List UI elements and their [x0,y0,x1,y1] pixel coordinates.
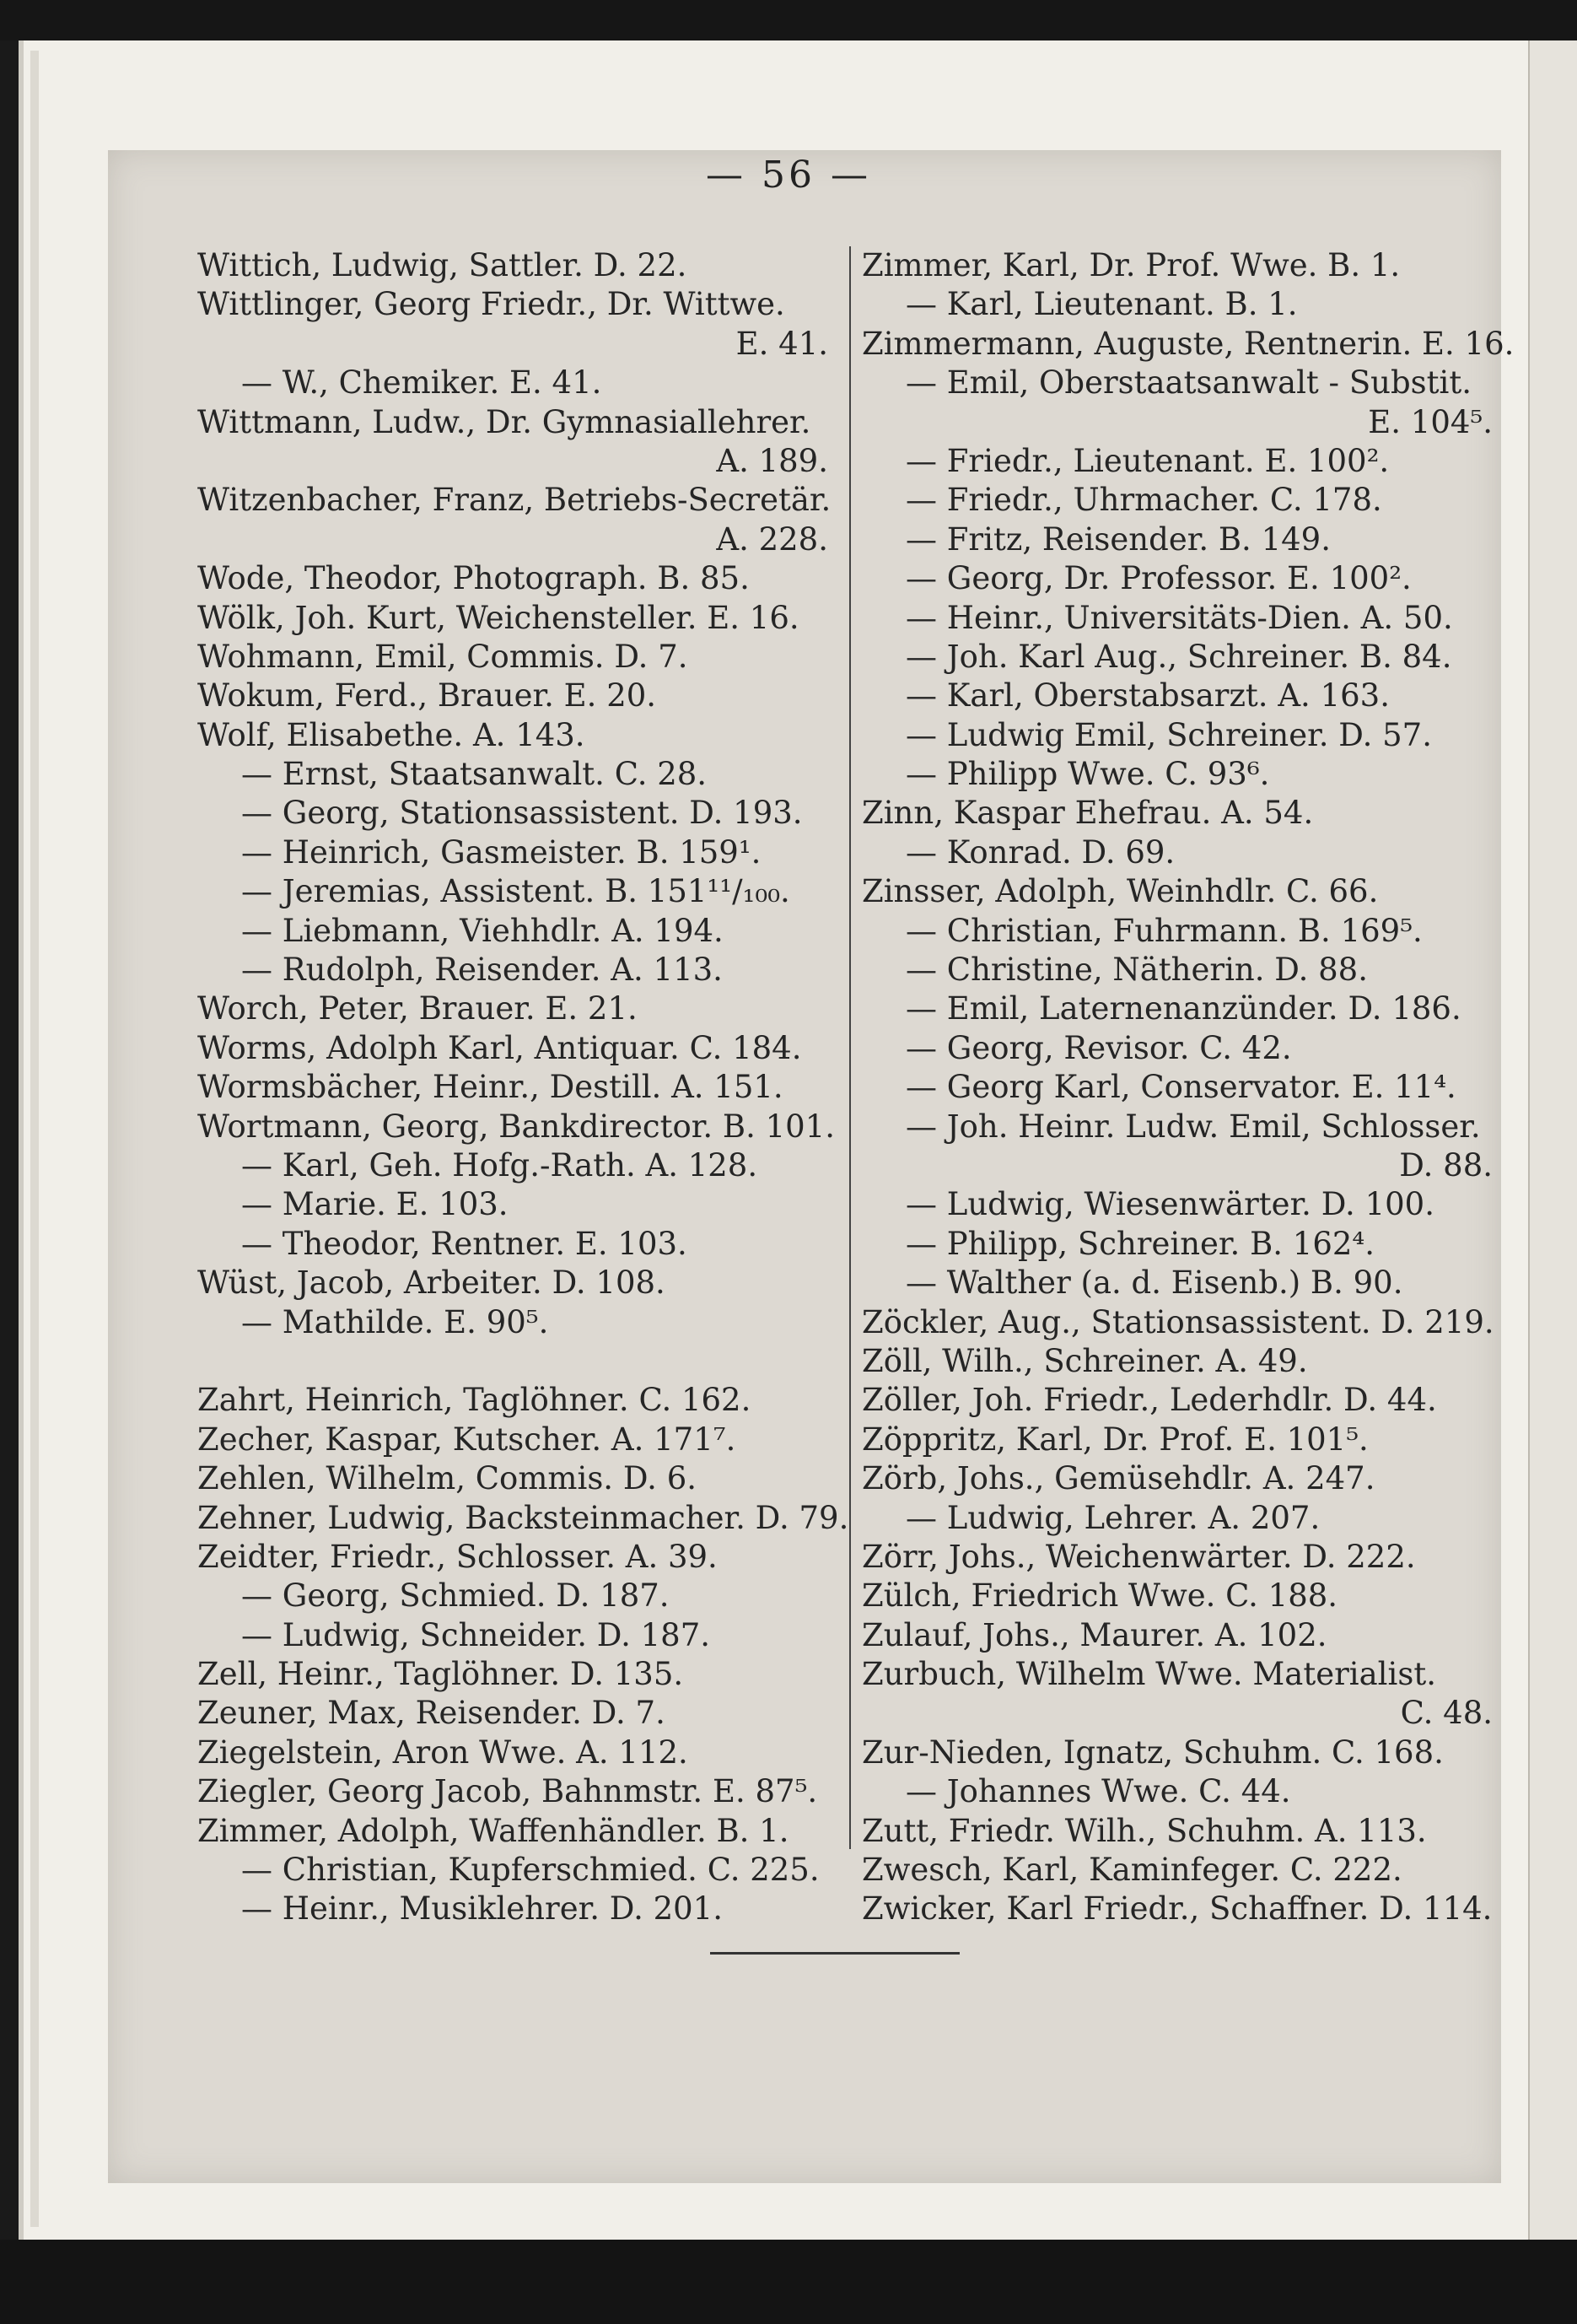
directory-entry: — Heinr., Musiklehrer. D. 201. [241,1890,723,1928]
directory-entry: Zöckler, Aug., Stationsassistent. D. 219. [862,1303,1494,1340]
directory-entry: Zulauf, Johs., Maurer. A. 102. [862,1616,1327,1653]
directory-entry: Zwesch, Karl, Kaminfeger. C. 222. [862,1852,1402,1889]
directory-entry: Wode, Theodor, Photograph. B. 85. [197,560,750,597]
scan-border-bottom [0,2240,1577,2324]
directory-entry: — Philipp Wwe. C. 93⁶. [906,756,1270,793]
directory-entry: Wölk, Joh. Kurt, Weichensteller. E. 16. [197,599,799,636]
directory-entry: Zöppritz, Karl, Dr. Prof. E. 101⁵. [862,1421,1369,1458]
directory-entry: Zörb, Johs., Gemüsehdlr. A. 247. [862,1460,1375,1497]
directory-entry: — Emil, Laternenanzünder. D. 186. [906,990,1461,1027]
directory-entry: — Ludwig, Wiesenwärter. D. 100. [906,1186,1434,1223]
directory-entry: — Christian, Kupferschmied. C. 225. [241,1852,820,1889]
directory-entry: Zülch, Friedrich Wwe. C. 188. [862,1577,1338,1615]
directory-entry: Zöller, Joh. Friedr., Lederhdlr. D. 44. [862,1382,1437,1419]
directory-entry: — Mathilde. E. 90⁵. [241,1303,549,1340]
directory-entry: — Heinrich, Gasmeister. B. 159¹. [241,833,762,871]
directory-entry: Zecher, Kaspar, Kutscher. A. 171⁷. [197,1421,736,1458]
directory-entry: — Karl, Geh. Hofg.-Rath. A. 128. [241,1146,758,1184]
end-rule [710,1952,960,1955]
directory-entry: — Georg, Revisor. C. 42. [906,1029,1292,1066]
directory-entry: Worms, Adolph Karl, Antiquar. C. 184. [197,1029,802,1066]
left-column [197,246,849,1929]
directory-entry: — Liebmann, Viehhdlr. A. 194. [241,912,724,949]
directory-entry: — Ernst, Staatsanwalt. C. 28. [241,756,708,793]
column-divider [849,246,851,1849]
directory-entry: — Konrad. D. 69. [906,833,1176,871]
directory-entry: Zeidter, Friedr., Schlosser. A. 39. [197,1538,718,1575]
directory-entry: — Karl, Lieutenant. B. 1. [906,286,1298,323]
directory-entry: — Georg Karl, Conservator. E. 11⁴. [906,1069,1456,1106]
right-column [862,246,1515,1929]
directory-entry: Ziegler, Georg Jacob, Bahnmstr. E. 87⁵. [197,1773,818,1810]
directory-entry: — Georg, Stationsassistent. D. 193. [241,795,803,832]
book-spine [30,51,39,2227]
directory-entry: — Georg, Dr. Professor. E. 100². [906,560,1412,597]
directory-entry: — Christine, Nätherin. D. 88. [906,952,1368,989]
directory-entry: Wittmann, Ludw., Dr. Gymnasiallehrer. [197,403,811,440]
directory-entry: E. 104⁵. [1368,403,1493,440]
directory-entry: Wokum, Ferd., Brauer. E. 20. [197,677,657,714]
directory-entry: — Ludwig Emil, Schreiner. D. 57. [906,716,1432,753]
directory-entry: Wittich, Ludwig, Sattler. D. 22. [197,247,687,283]
directory-entry: Zöll, Wilh., Schreiner. A. 49. [862,1342,1308,1379]
directory-entry: — W., Chemiker. E. 41. [241,364,602,402]
directory-entry: — Friedr., Lieutenant. E. 100². [906,442,1390,479]
directory-entry: Zutt, Friedr. Wilh., Schuhm. A. 113. [862,1812,1427,1849]
directory-entry: Zur-Nieden, Ignatz, Schuhm. C. 168. [862,1734,1444,1771]
directory-entry: Zell, Heinr., Taglöhner. D. 135. [197,1656,684,1693]
directory-entry: Zwicker, Karl Friedr., Schaffner. D. 114. [862,1890,1493,1928]
directory-entry: Wittlinger, Georg Friedr., Dr. Wittwe. [197,286,785,323]
page-number: — 56 — [706,154,871,197]
directory-entry: A. 228. [716,520,828,558]
directory-entry: — Ludwig, Lehrer. A. 207. [906,1499,1321,1536]
directory-entry: — Johannes Wwe. C. 44. [906,1773,1291,1810]
directory-entry: Zeuner, Max, Reisender. D. 7. [197,1695,665,1732]
directory-entry: — Marie. E. 103. [241,1186,509,1223]
directory-entry: E. 41. [735,325,828,362]
directory-entry: — Joh. Karl Aug., Schreiner. B. 84. [906,638,1452,675]
directory-entry: Wormsbächer, Heinr., Destill. A. 151. [197,1069,783,1106]
directory-entry: — Rudolph, Reisender. A. 113. [241,952,723,989]
directory-entry: — Jeremias, Assistent. B. 151¹¹/₁₀₀. [241,873,790,910]
directory-entry: Zurbuch, Wilhelm Wwe. Materialist. [862,1656,1436,1693]
directory-entry: — Georg, Schmied. D. 187. [241,1577,670,1615]
directory-entry: Wortmann, Georg, Bankdirector. B. 101. [197,1108,836,1145]
directory-entry: — Friedr., Uhrmacher. C. 178. [906,482,1382,519]
directory-entry: Zehner, Ludwig, Backsteinmacher. D. 79. [197,1499,849,1536]
directory-entry: Worch, Peter, Brauer. E. 21. [197,990,638,1027]
directory-entry: — Joh. Heinr. Ludw. Emil, Schlosser. [906,1108,1481,1145]
directory-entry: — Walther (a. d. Eisenb.) B. 90. [906,1264,1403,1302]
directory-entry: D. 88. [1399,1146,1493,1184]
directory-entry: — Ludwig, Schneider. D. 187. [241,1616,710,1653]
directory-entry: Ziegelstein, Aron Wwe. A. 112. [197,1734,688,1771]
directory-entry: Wolf, Elisabethe. A. 143. [197,716,585,753]
directory-entry: — Emil, Oberstaatsanwalt - Substit. [906,364,1472,402]
directory-entry: Wohmann, Emil, Commis. D. 7. [197,638,688,675]
section-gap [197,1342,838,1381]
directory-entry: — Heinr., Universitäts-Dien. A. 50. [906,599,1453,636]
page-edge [1528,40,1577,2240]
directory-entry: Zörr, Johs., Weichenwärter. D. 222. [862,1538,1416,1575]
directory-entry: — Fritz, Reisender. B. 149. [906,520,1331,558]
directory-entry: Zehlen, Wilhelm, Commis. D. 6. [197,1460,697,1497]
directory-entry: Witzenbacher, Franz, Betriebs-Secretär. [197,482,832,519]
directory-entry: Zahrt, Heinrich, Taglöhner. C. 162. [197,1382,751,1419]
directory-entry: — Christian, Fuhrmann. B. 169⁵. [906,912,1423,949]
directory-entry: Zinn, Kaspar Ehefrau. A. 54. [862,795,1314,832]
directory-entry: C. 48. [1400,1695,1493,1732]
scan-border-top [0,0,1577,40]
directory-entry: Zinsser, Adolph, Weinhdlr. C. 66. [862,873,1379,910]
directory-entry: Zimmermann, Auguste, Rentnerin. E. 16. [862,325,1515,362]
directory-entry: Wüst, Jacob, Arbeiter. D. 108. [197,1264,665,1302]
directory-entry: Zimmer, Adolph, Waffenhändler. B. 1. [197,1812,789,1849]
directory-entry: Zimmer, Karl, Dr. Prof. Wwe. B. 1. [862,247,1401,283]
directory-entry: — Karl, Oberstabsarzt. A. 163. [906,677,1390,714]
directory-entry: A. 189. [716,442,828,479]
directory-entry: — Philipp, Schreiner. B. 162⁴. [906,1225,1375,1262]
directory-entry: — Theodor, Rentner. E. 103. [241,1225,687,1262]
